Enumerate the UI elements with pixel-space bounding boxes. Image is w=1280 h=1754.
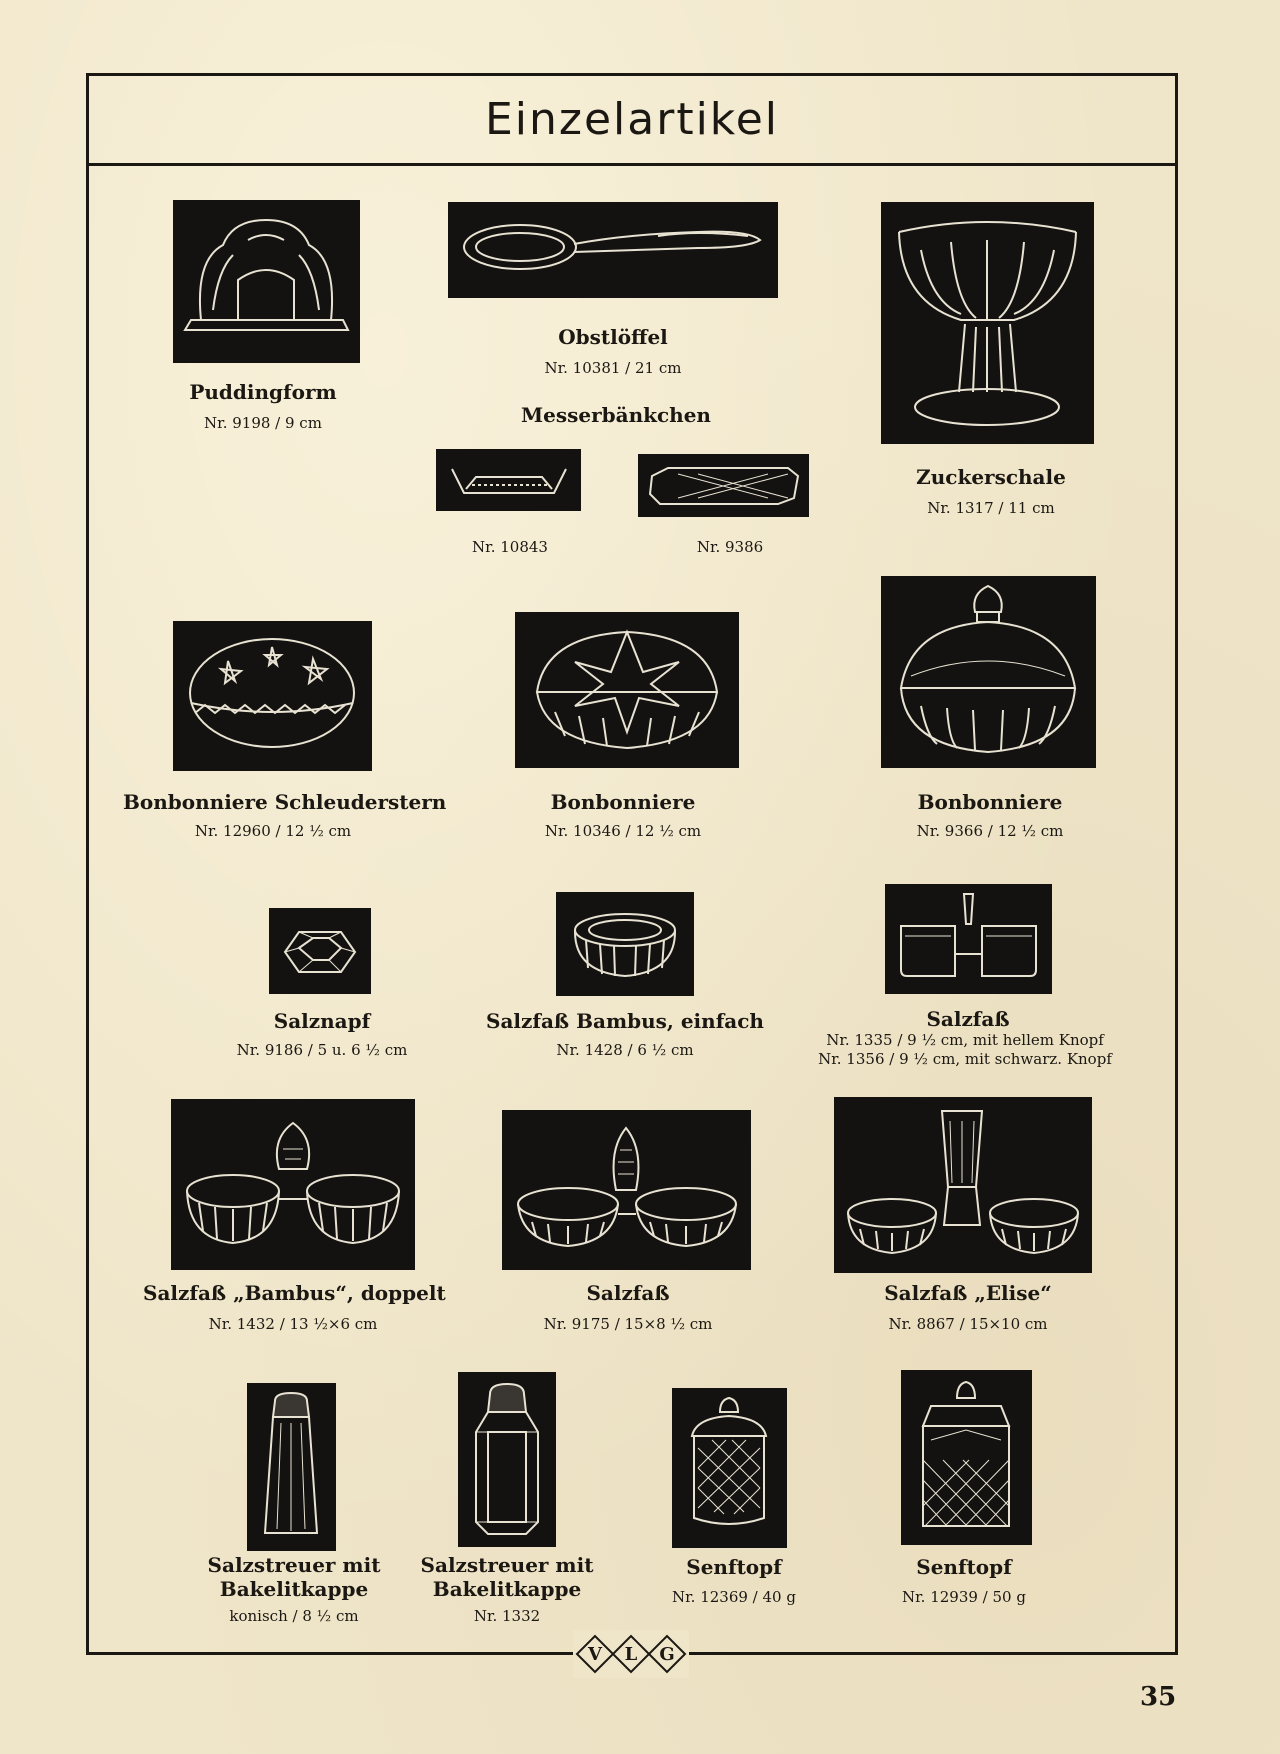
salzfass-bambus-doppelt-name: Salzfaß „Bambus“, doppelt bbox=[143, 1281, 446, 1305]
salzfass-elise-name: Salzfaß „Elise“ bbox=[884, 1281, 1052, 1305]
senftopf-1-name: Senftopf bbox=[686, 1555, 782, 1579]
messerbaenkchen-name: Messerbänkchen bbox=[521, 403, 711, 427]
salzstreuer-1-number: konisch / 8 ½ cm bbox=[229, 1607, 359, 1625]
bonbonniere-2-image bbox=[881, 576, 1096, 768]
salzfass-bambus-doppelt-number: Nr. 1432 / 13 ½×6 cm bbox=[208, 1315, 378, 1333]
vlg-logo bbox=[573, 1630, 689, 1678]
salzfass-2-image bbox=[502, 1110, 751, 1270]
senftopf-1-image bbox=[672, 1388, 787, 1548]
messerbaenkchen-a-image bbox=[436, 449, 581, 511]
salzfass-bambus-doppelt-image bbox=[171, 1099, 415, 1270]
puddingform-image bbox=[173, 200, 360, 363]
bonbonniere-1-name: Bonbonniere bbox=[550, 790, 696, 814]
salzfass-2-number: Nr. 9175 / 15×8 ½ cm bbox=[543, 1315, 713, 1333]
salzfass-bambus-einfach-number: Nr. 1428 / 6 ½ cm bbox=[556, 1041, 694, 1059]
messerbaenkchen-a-number: Nr. 10843 bbox=[472, 538, 548, 556]
salznapf-number: Nr. 9186 / 5 u. 6 ½ cm bbox=[236, 1041, 408, 1059]
svg-text:L: L bbox=[624, 1644, 638, 1665]
salznapf-name: Salznapf bbox=[273, 1009, 371, 1033]
salzfass-bambus-einfach-image bbox=[556, 892, 694, 996]
salzfass-elise-image bbox=[834, 1097, 1092, 1273]
salzfass-elise-number: Nr. 8867 / 15×10 cm bbox=[888, 1315, 1048, 1333]
salzfass-1-name: Salzfaß bbox=[926, 1007, 1010, 1031]
bonbonniere-2-number: Nr. 9366 / 12 ½ cm bbox=[916, 822, 1064, 840]
salzstreuer-2-name-line1: Salzstreuer mit bbox=[420, 1553, 594, 1577]
puddingform-name: Puddingform bbox=[189, 380, 337, 404]
page-number: 35 bbox=[1140, 1682, 1177, 1712]
salzfass-bambus-einfach-name: Salzfaß Bambus, einfach bbox=[486, 1009, 764, 1033]
salzfass-1-image bbox=[885, 884, 1052, 994]
bonbonniere-schleuderstern-number: Nr. 12960 / 12 ½ cm bbox=[194, 822, 352, 840]
salzfass-1-number-b: Nr. 1356 / 9 ½ cm, mit schwarz. Knopf bbox=[818, 1050, 1112, 1068]
salzfass-1-number-a: Nr. 1335 / 9 ½ cm, mit hellem Knopf bbox=[826, 1031, 1104, 1049]
salzfass-2-name: Salzfaß bbox=[586, 1281, 670, 1305]
page-title: Einzelartikel bbox=[484, 94, 780, 145]
bonbonniere-1-image bbox=[515, 612, 739, 768]
senftopf-1-number: Nr. 12369 / 40 g bbox=[672, 1588, 796, 1606]
svg-text:G: G bbox=[659, 1644, 675, 1665]
bonbonniere-schleuderstern-image bbox=[173, 621, 372, 771]
salzstreuer-1-name-line1: Salzstreuer mit bbox=[207, 1553, 381, 1577]
obstloeffel-number: Nr. 10381 / 21 cm bbox=[544, 359, 682, 377]
senftopf-2-name: Senftopf bbox=[916, 1555, 1012, 1579]
bonbonniere-schleuderstern-name: Bonbonniere Schleuderstern bbox=[123, 790, 447, 814]
obstloeffel-image bbox=[448, 202, 778, 298]
senftopf-2-number: Nr. 12939 / 50 g bbox=[902, 1588, 1026, 1606]
bonbonniere-1-number: Nr. 10346 / 12 ½ cm bbox=[544, 822, 702, 840]
salzstreuer-1-image bbox=[247, 1383, 336, 1551]
obstloeffel-name: Obstlöffel bbox=[558, 325, 668, 349]
senftopf-2-image bbox=[901, 1370, 1032, 1545]
salznapf-image bbox=[269, 908, 371, 994]
title-bar bbox=[89, 76, 1175, 166]
zuckerschale-name: Zuckerschale bbox=[916, 465, 1066, 489]
bonbonniere-2-name: Bonbonniere bbox=[917, 790, 1063, 814]
puddingform-number: Nr. 9198 / 9 cm bbox=[204, 414, 322, 432]
messerbaenkchen-b-number: Nr. 9386 bbox=[696, 538, 764, 556]
zuckerschale-number: Nr. 1317 / 11 cm bbox=[927, 499, 1055, 517]
salzstreuer-2-image bbox=[458, 1372, 556, 1547]
svg-text:V: V bbox=[588, 1644, 602, 1665]
zuckerschale-image bbox=[881, 202, 1094, 444]
salzstreuer-2-number: Nr. 1332 bbox=[473, 1607, 541, 1625]
salzstreuer-1-name-line2: Bakelitkappe bbox=[219, 1577, 369, 1601]
salzstreuer-2-name-line2: Bakelitkappe bbox=[432, 1577, 582, 1601]
messerbaenkchen-b-image bbox=[638, 454, 809, 517]
